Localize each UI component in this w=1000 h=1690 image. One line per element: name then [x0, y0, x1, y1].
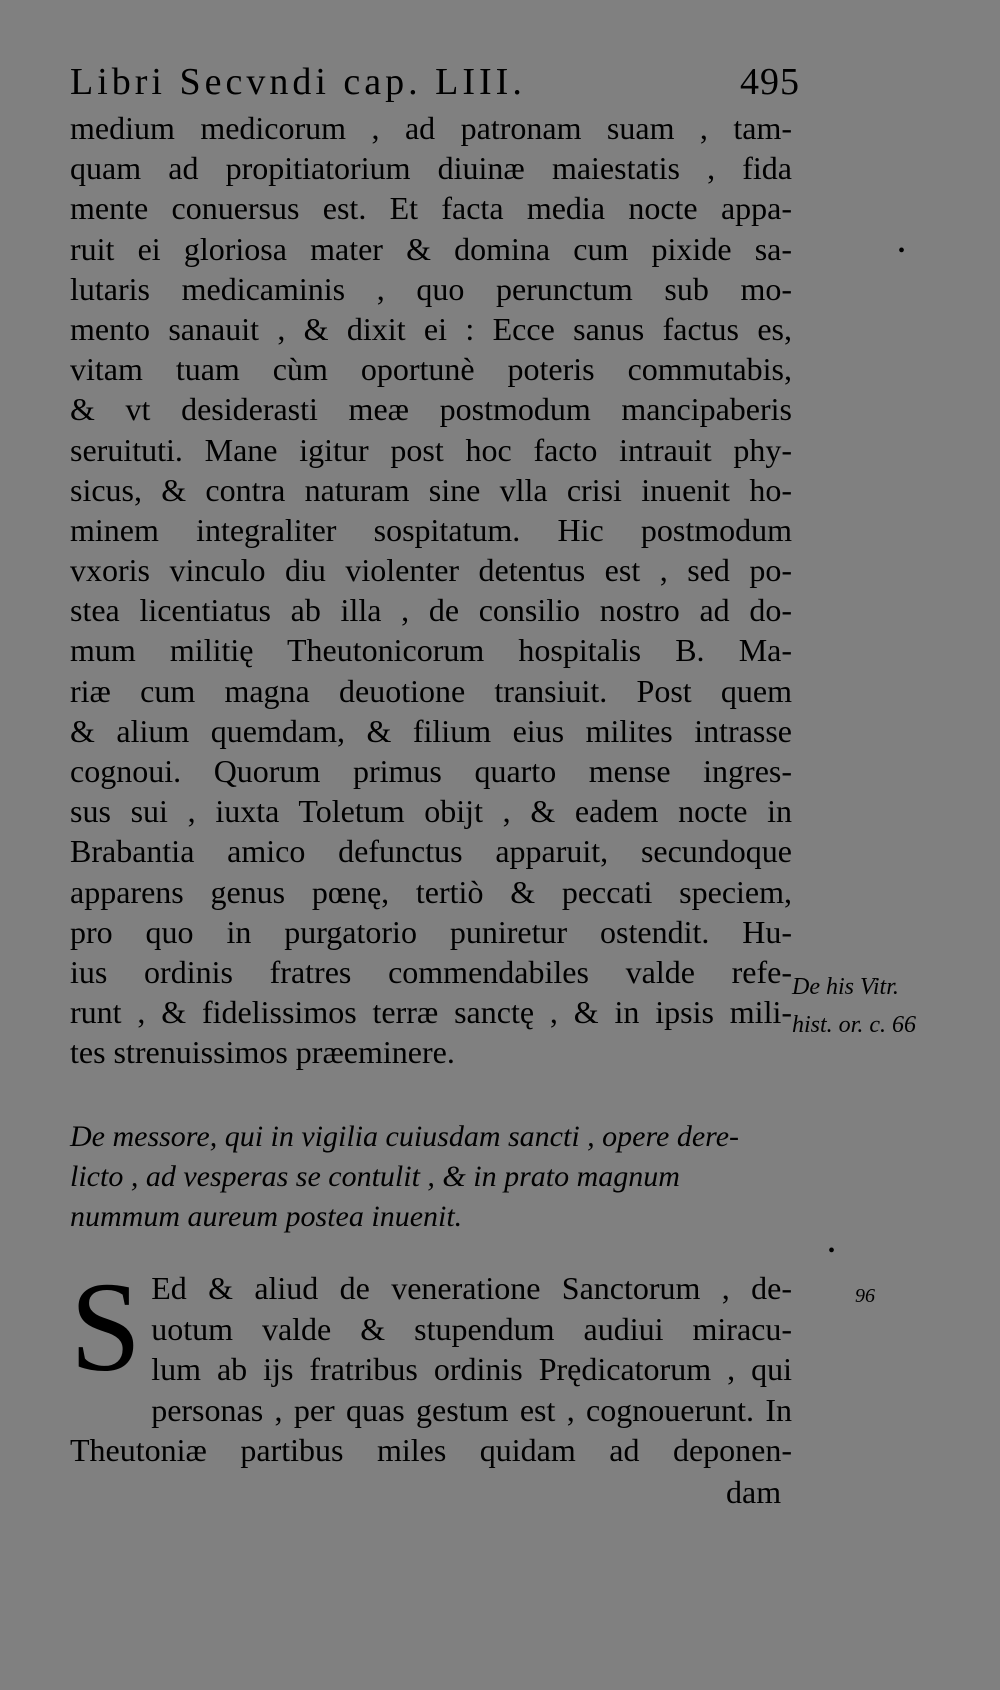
text-line: lum ab ijs fratribus ordinis Prędicatorum , qui: [151, 1351, 792, 1387]
body-text: [70, 108, 792, 1073]
section-text: [70, 1256, 792, 1471]
text-line: runt , & fidelissimos terræ sanctę , & in ipsis mili-: [70, 994, 792, 1031]
text-line: Brabantia amico defunctus apparuit, secundoque: [70, 833, 792, 870]
printer-mark-dot-icon: •: [898, 240, 906, 262]
text-line: Theutoniæ partibus miles quidam ad deponen-: [70, 1432, 792, 1468]
text-line: cognoui. Quorum primus quarto mense ingres-: [70, 753, 792, 789]
text-line: tes strenuissimos præeminere.: [70, 1034, 455, 1071]
section-heading: [70, 1117, 792, 1237]
catchword: dam: [726, 1474, 782, 1510]
text-line: personas , per quas gestum est , cognouerunt. In: [151, 1391, 792, 1428]
section-heading-line: nummum aureum postea inuenit.: [70, 1200, 463, 1233]
section-heading-line: licto , ad vesperas se contulit , & in prato magnum: [70, 1160, 680, 1193]
text-line: mento sanauit , & dixit ei : Ecce sanus factus es,: [70, 310, 792, 347]
text-line: sicus, & contra naturam sine vlla crisi inuenit ho-: [70, 471, 792, 508]
text-line: mente conuersus est. Et facta media nocte appa-: [70, 190, 792, 227]
running-head-title: Libri Secvndi cap. LIII.: [70, 61, 526, 103]
drop-cap: S: [70, 1256, 142, 1398]
section-heading-line: De messore, qui in vigilia cuiusdam sancti , opere dere-: [70, 1120, 740, 1153]
printer-mark-dot-icon: •: [828, 1240, 836, 1262]
marginal-note-line: hist. or. c. 66: [792, 1012, 917, 1038]
text-line: medium medicorum , ad patronam suam , tam-: [70, 110, 792, 146]
text-line: lutaris medicaminis , quo perunctum sub mo-: [70, 270, 792, 307]
text-line: seruituti. Mane igitur post hoc facto intrauit phy-: [70, 431, 792, 468]
text-line: riæ cum magna deuotione transiuit. Post quem: [70, 672, 792, 709]
text-line: ruit ei gloriosa mater & domina cum pixide sa-: [70, 230, 792, 267]
text-line: apparens genus pœnę, tertiò & peccati speciem,: [70, 873, 792, 910]
text-line: stea licentiatus ab illa , de consilio nostro ad do-: [70, 592, 792, 629]
text-line: sus sui , iuxta Toletum obijt , & eadem nocte in: [70, 793, 792, 830]
text-line: minem integraliter sospitatum. Hic postmodum: [70, 511, 792, 548]
marginal-note: [792, 968, 952, 1044]
text-line: Ed & aliud de veneratione Sanctorum , de-: [151, 1270, 792, 1306]
text-line: vxoris vinculo diu violenter detentus est , sed po-: [70, 552, 792, 589]
margin-mark: 96: [855, 1285, 875, 1307]
text-line: quam ad propitiatorium diuinæ maiestatis , fida: [70, 150, 792, 187]
text-line: vitam tuam cùm oportunè poteris commutabis,: [70, 351, 792, 388]
page-number: 495: [740, 61, 800, 103]
text-line: mum militię Theutonicorum hospitalis B. Ma-: [70, 632, 792, 669]
marginal-note-line: De his Vitr.: [792, 974, 899, 1000]
text-line: uotum valde & stupendum audiui miracu-: [151, 1310, 792, 1347]
text-line: ius ordinis fratres commendabiles valde refe-: [70, 953, 792, 990]
text-line: & vt desiderasti meæ postmodum mancipaberis: [70, 391, 792, 428]
text-line: pro quo in purgatorio puniretur ostendit. Hu-: [70, 913, 792, 950]
running-head: [70, 60, 800, 104]
text-line: & alium quemdam, & filium eius milites intrasse: [70, 712, 792, 749]
